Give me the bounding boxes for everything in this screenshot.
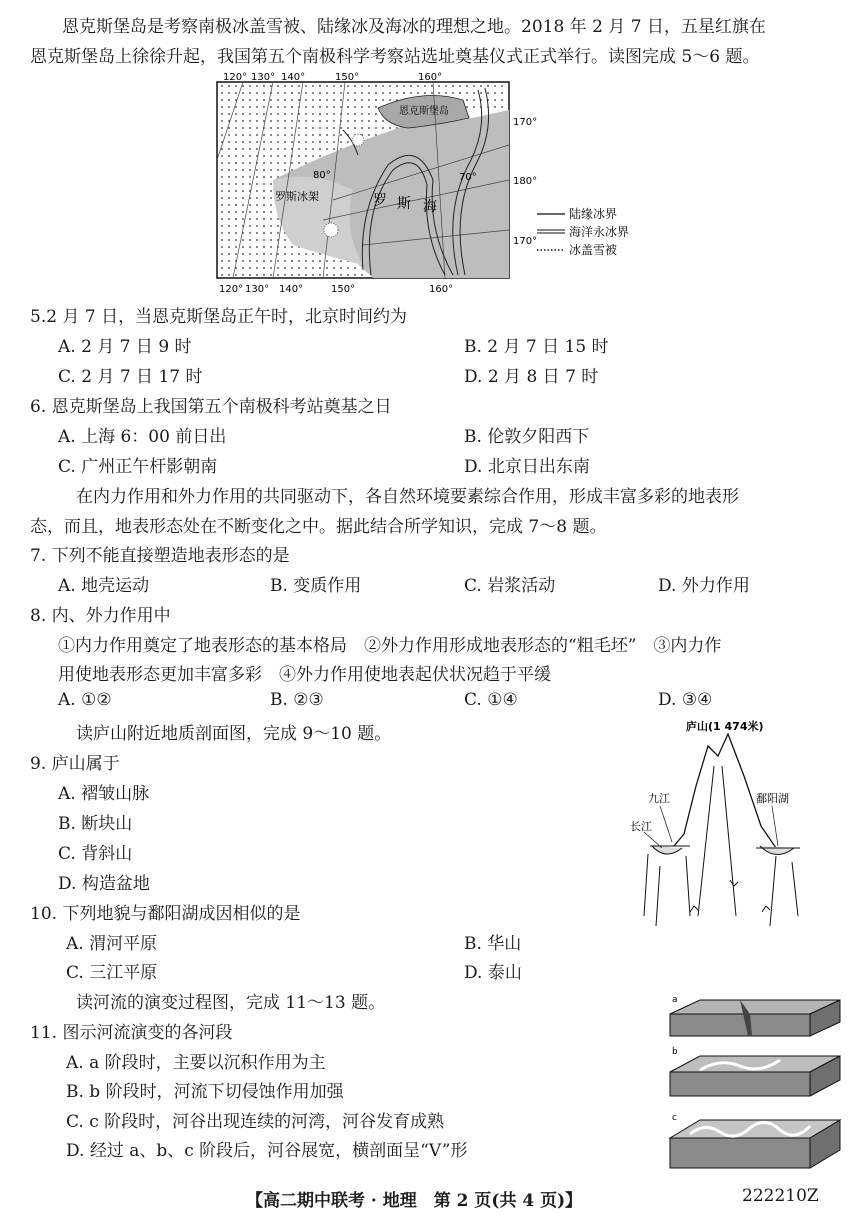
stage-c-label: c <box>672 1113 677 1123</box>
antarctic-map-figure <box>213 70 647 295</box>
lon-top-0: 120° <box>223 72 248 83</box>
lat-right-2: 170° <box>513 236 538 247</box>
q10-option-d[interactable]: D. 泰山 <box>464 963 522 983</box>
q6-stem: 6. 恩克斯堡岛上我国第五个南极科考站奠基之日 <box>30 397 392 417</box>
q7-option-d[interactable]: D. 外力作用 <box>658 576 750 596</box>
intro-11-13: 读河流的演变过程图，完成 11～13 题。 <box>76 993 386 1013</box>
q10-option-a[interactable]: A. 渭河平原 <box>66 934 158 954</box>
footer-page-info: 【高二期中联考 · 地理 第 2 页(共 4 页)】 <box>246 1191 583 1211</box>
legend-label-2: 冰盖雪被 <box>569 243 618 257</box>
q6-option-b[interactable]: B. 伦敦夕阳西下 <box>464 427 590 447</box>
q9-option-c[interactable]: C. 背斜山 <box>58 844 133 864</box>
footer-code: 222210Z <box>742 1186 819 1206</box>
lon-bottom-0: 120° <box>219 284 244 295</box>
q8-option-c[interactable]: C. ①④ <box>464 690 518 710</box>
lon-bottom-2: 140° <box>279 284 304 295</box>
q8-option-d[interactable]: D. ③④ <box>658 690 713 710</box>
intro-7-8-line2: 态，而且，地表形态处在不断变化之中。据此结合所学知识，完成 7～8 题。 <box>30 517 607 537</box>
lat-right-1: 180° <box>513 176 538 187</box>
q5-option-c[interactable]: C. 2 月 7 日 17 时 <box>58 367 203 387</box>
q11-option-d[interactable]: D. 经过 a、b、c 阶段后，河谷展宽，横剖面呈“V”形 <box>66 1141 468 1161</box>
q5-option-d[interactable]: D. 2 月 8 日 7 时 <box>464 367 599 387</box>
legend-label-0: 陆缘冰界 <box>569 207 618 221</box>
lon-top-1: 130° <box>251 72 276 83</box>
stage-b-label: b <box>672 1047 678 1057</box>
q10-option-b[interactable]: B. 华山 <box>464 934 522 954</box>
q8-option-b[interactable]: B. ②③ <box>270 690 324 710</box>
lon-bottom-1: 130° <box>245 284 270 295</box>
lon-top-4: 160° <box>418 72 443 83</box>
stage-a-label: a <box>672 995 678 1005</box>
q8-stem: 8. 内、外力作用中 <box>30 606 171 626</box>
q9-stem: 9. 庐山属于 <box>30 754 120 774</box>
jiujiang-label: 九江 <box>648 792 670 805</box>
lon-top-3: 150° <box>335 72 360 83</box>
q5-stem: 5.2 月 7 日，当恩克斯堡岛正午时，北京时间约为 <box>30 307 408 327</box>
intro-5-6-line1: 恩克斯堡岛是考察南极冰盖雪被、陆缘冰及海冰的理想之地。2018 年 2 月 7 日，五星红旗在 <box>62 17 766 37</box>
q8-statement-line1: ①内力作用奠定了地表形态的基本格局 ②外力作用形成地表形态的“粗毛坯” ③内力作 <box>58 636 722 656</box>
q7-option-c[interactable]: C. 岩浆活动 <box>464 576 556 596</box>
island-label: 恩克斯堡岛 <box>399 106 449 117</box>
q6-option-a[interactable]: A. 上海 6：00 前日出 <box>58 427 227 447</box>
q9-option-a[interactable]: A. 褶皱山脉 <box>58 784 150 804</box>
q11-option-a[interactable]: A. a 阶段时，主要以沉积作用为主 <box>66 1053 326 1073</box>
stage-a-block <box>670 1000 840 1036</box>
q7-stem: 7. 下列不能直接塑造地表形态的是 <box>30 546 290 566</box>
q6-option-d[interactable]: D. 北京日出东南 <box>464 457 590 477</box>
lushan-peak-label: 庐山(1 474米) <box>686 720 764 733</box>
ross-sea-char-3: 海 <box>423 199 437 215</box>
poyang-lake-label: 鄱阳湖 <box>756 792 789 805</box>
intro-9-10: 读庐山附近地质剖面图，完成 9～10 题。 <box>76 724 392 744</box>
intro-5-6-line2: 恩克斯堡岛上徐徐升起，我国第五个南极科学考察站选址奠基仪式正式举行。读图完成 5～6 题。 <box>30 47 760 67</box>
q7-option-b[interactable]: B. 变质作用 <box>270 576 362 596</box>
q7-option-a[interactable]: A. 地壳运动 <box>58 576 150 596</box>
q11-stem: 11. 图示河流演变的各河段 <box>30 1023 233 1043</box>
q11-option-b[interactable]: B. b 阶段时，河流下切侵蚀作用加强 <box>66 1082 344 1102</box>
q10-option-c[interactable]: C. 三江平原 <box>66 963 158 983</box>
q6-option-c[interactable]: C. 广州正午杆影朝南 <box>58 457 218 477</box>
lon-top-2: 140° <box>281 72 306 83</box>
q5-option-a[interactable]: A. 2 月 7 日 9 时 <box>58 337 192 357</box>
q8-statement-line2: 用使地表形态更加丰富多彩 ④外力作用使地表起伏状况趋于平缓 <box>58 665 551 685</box>
ross-ice-shelf-label: 罗斯冰架 <box>275 190 319 203</box>
q9-option-b[interactable]: B. 断块山 <box>58 814 133 834</box>
ross-sea-char-1: 罗 <box>373 193 387 209</box>
contour-70-label: 70° <box>459 172 477 183</box>
river-evolution-figure <box>660 992 850 1178</box>
intro-7-8-line1: 在内力作用和外力作用的共同驱动下，各自然环境要素综合作用，形成丰富多彩的地表形 <box>76 487 739 507</box>
lat-right-0: 170° <box>513 117 538 128</box>
mountain-outline <box>674 734 776 848</box>
q11-option-c[interactable]: C. c 阶段时，河谷出现连续的河湾，河谷发育成熟 <box>66 1112 445 1132</box>
lon-bottom-3: 150° <box>331 284 356 295</box>
contour-80-label: 80° <box>313 170 331 181</box>
q8-option-a[interactable]: A. ①② <box>58 690 112 710</box>
stage-c-block <box>670 1120 840 1168</box>
q10-stem: 10. 下列地貌与鄱阳湖成因相似的是 <box>30 904 301 924</box>
lon-bottom-4: 160° <box>429 284 454 295</box>
stage-b-block <box>670 1056 840 1096</box>
q9-option-d[interactable]: D. 构造盆地 <box>58 874 150 894</box>
ross-sea-char-2: 斯 <box>397 196 411 212</box>
legend-label-1: 海洋永冰界 <box>569 225 630 239</box>
lushan-profile-figure <box>626 716 854 931</box>
q5-option-b[interactable]: B. 2 月 7 日 15 时 <box>464 337 609 357</box>
changjiang-label: 长江 <box>630 820 652 833</box>
